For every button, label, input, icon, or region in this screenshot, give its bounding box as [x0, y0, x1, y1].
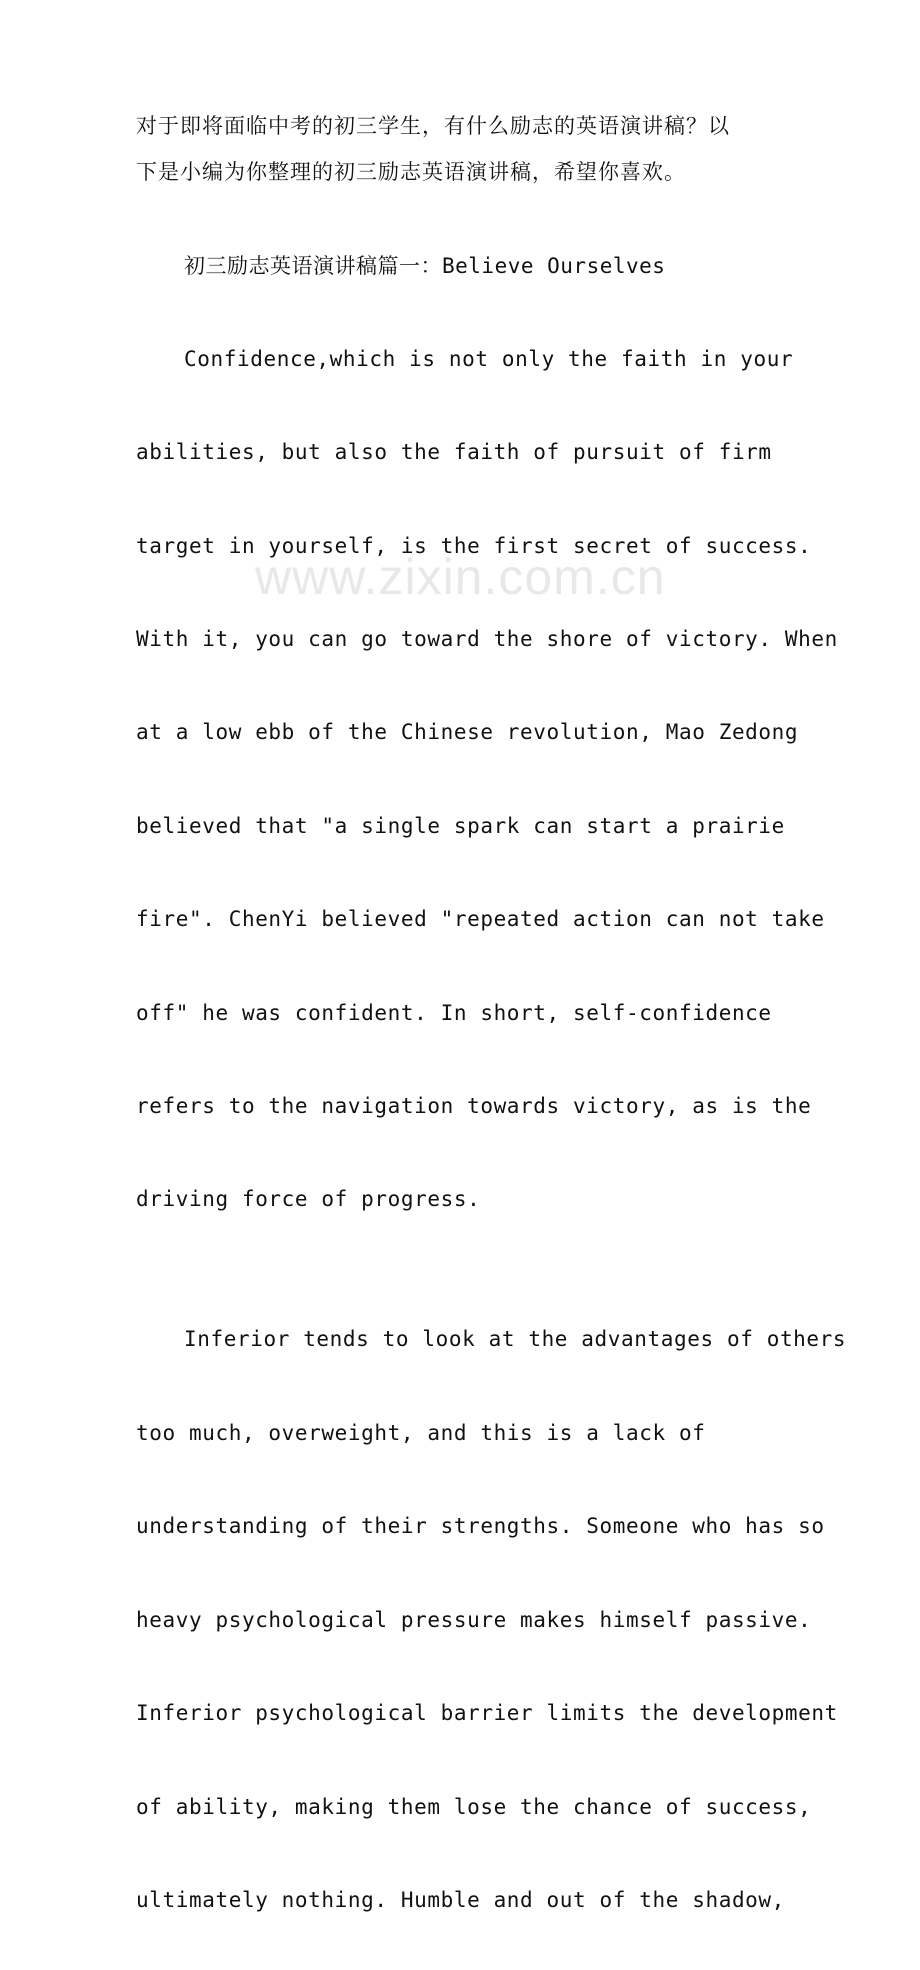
paragraph-line: ultimately nothing. Humble and out of the shadow,	[136, 1887, 785, 1912]
paragraph-2	[136, 1270, 847, 1970]
paragraph-line: With it, you can go toward the shore of victory. When	[136, 626, 838, 651]
paragraph-1	[136, 289, 838, 1270]
intro-paragraph	[136, 103, 796, 195]
section-title: 初三励志英语演讲稿篇一：Believe Ourselves	[184, 254, 666, 278]
intro-line: 下是小编为你整理的初三励志英语演讲稿，希望你喜欢。	[136, 160, 686, 184]
paragraph-line: too much, overweight, and this is a lack of	[136, 1420, 706, 1445]
intro-line: 对于即将面临中考的初三学生，有什么励志的英语演讲稿？以	[136, 114, 730, 138]
paragraph-line: at a low ebb of the Chinese revolution, Mao Zedong	[136, 720, 799, 745]
paragraph-line: Inferior tends to look at the advantages of others	[184, 1327, 847, 1352]
paragraph-line: Inferior psychological barrier limits the development	[136, 1701, 838, 1726]
paragraph-line: driving force of progress.	[136, 1187, 481, 1212]
paragraph-line: of ability, making them lose the chance of success,	[136, 1794, 812, 1819]
paragraph-line: Confidence,which is not only the faith in your	[184, 346, 794, 371]
paragraph-line: abilities, but also the faith of pursuit of firm	[136, 440, 772, 465]
paragraph-line: refers to the navigation towards victory, as is the	[136, 1093, 812, 1118]
paragraph-line: off" he was confident. In short, self-confidence	[136, 1000, 772, 1025]
paragraph-line: fire". ChenYi believed "repeated action can not take	[136, 907, 825, 932]
paragraph-line: believed that "a single spark can start a prairie	[136, 813, 785, 838]
paragraph-line: heavy psychological pressure makes himself passive.	[136, 1607, 812, 1632]
document-body	[136, 103, 847, 1970]
paragraph-line: understanding of their strengths. Someone who has so	[136, 1514, 825, 1539]
watermark: www.zixin.com.cn	[255, 549, 666, 605]
paragraph-line: target in yourself, is the first secret of success.	[136, 533, 812, 558]
